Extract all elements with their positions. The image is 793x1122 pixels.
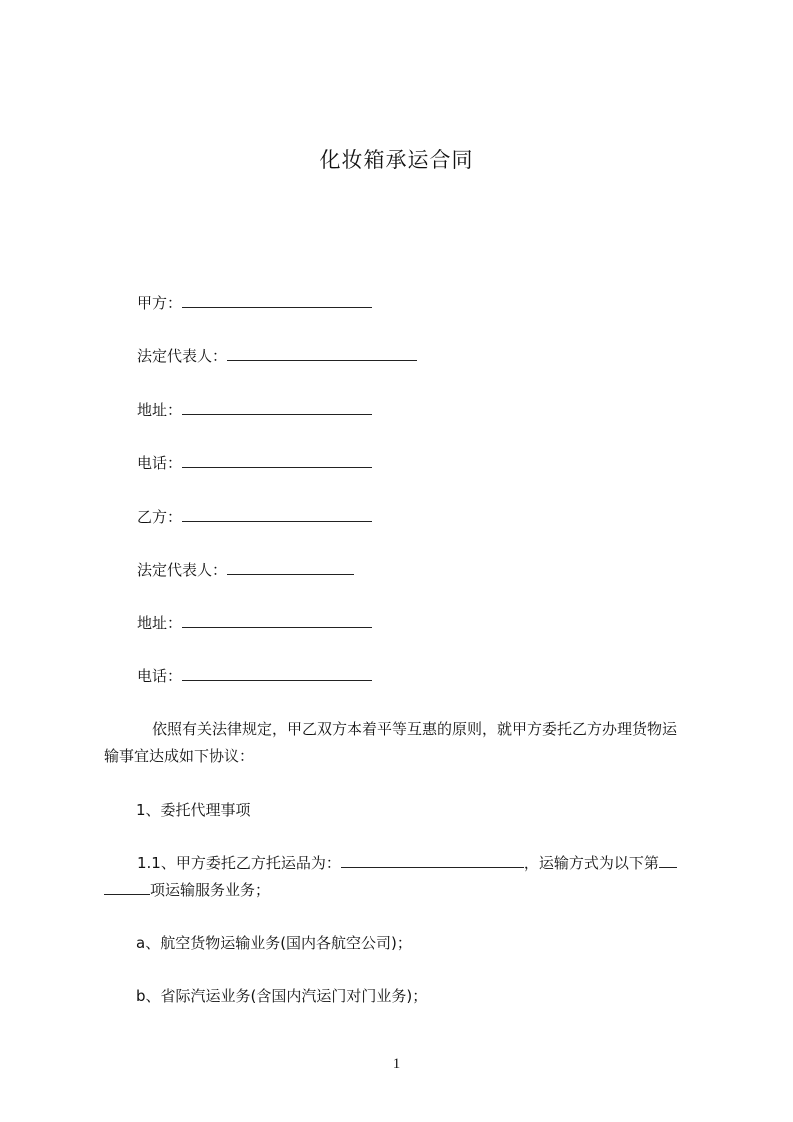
clause-1-1-text-c: 项运输服务业务； <box>150 881 271 899</box>
party-b-field <box>137 506 372 527</box>
clause-1-1-line-1 <box>137 852 677 873</box>
party-a-address-label: 地址： <box>137 401 183 419</box>
party-b-blank[interactable] <box>182 507 372 522</box>
party-b-address-label: 地址： <box>137 614 183 632</box>
page-number: 1 <box>392 1056 401 1072</box>
clause-1-1-line-2 <box>104 879 270 900</box>
party-a-phone-label: 电话： <box>137 454 183 472</box>
cargo-blank[interactable] <box>341 853 524 868</box>
service-option-blank-part2[interactable] <box>104 880 150 895</box>
clause-1-1-text-b: ，运输方式为以下第 <box>523 854 659 872</box>
party-a-phone-blank[interactable] <box>182 453 372 468</box>
party-b-address-blank[interactable] <box>182 613 372 628</box>
party-b-rep-field <box>137 559 354 580</box>
intro-line-2: 输事宜达成如下协议： <box>104 747 255 765</box>
clause-1-1-text-a: 1.1、甲方委托乙方托运品为： <box>137 854 341 872</box>
party-a-rep-blank[interactable] <box>227 346 417 361</box>
party-a-rep-field <box>137 345 417 366</box>
party-a-field <box>137 292 372 313</box>
party-b-phone-field <box>137 665 372 686</box>
document-title: 化妆箱承运合同 <box>319 148 474 172</box>
party-a-rep-label: 法定代表人： <box>137 347 228 365</box>
party-b-rep-blank[interactable] <box>227 560 354 575</box>
party-a-blank[interactable] <box>182 293 372 308</box>
party-a-address-field <box>137 399 372 420</box>
party-a-label: 甲方： <box>137 294 183 312</box>
party-b-address-field <box>137 612 372 633</box>
party-a-phone-field <box>137 452 372 473</box>
party-a-address-blank[interactable] <box>182 400 372 415</box>
service-item-b: b、省际汽运业务(含国内汽运门对门业务)； <box>136 987 428 1005</box>
party-b-phone-blank[interactable] <box>182 666 372 681</box>
party-b-rep-label: 法定代表人： <box>137 561 228 579</box>
party-b-label: 乙方： <box>137 508 183 526</box>
service-option-blank-part1[interactable] <box>659 853 677 868</box>
section-1-heading: 1、委托代理事项 <box>136 801 251 819</box>
service-item-a: a、航空货物运输业务(国内各航空公司)； <box>136 934 412 952</box>
party-b-phone-label: 电话： <box>137 667 183 685</box>
intro-line-1: 依照有关法律规定，甲乙双方本着平等互惠的原则，就甲方委托乙方办理货物运 <box>152 720 678 738</box>
